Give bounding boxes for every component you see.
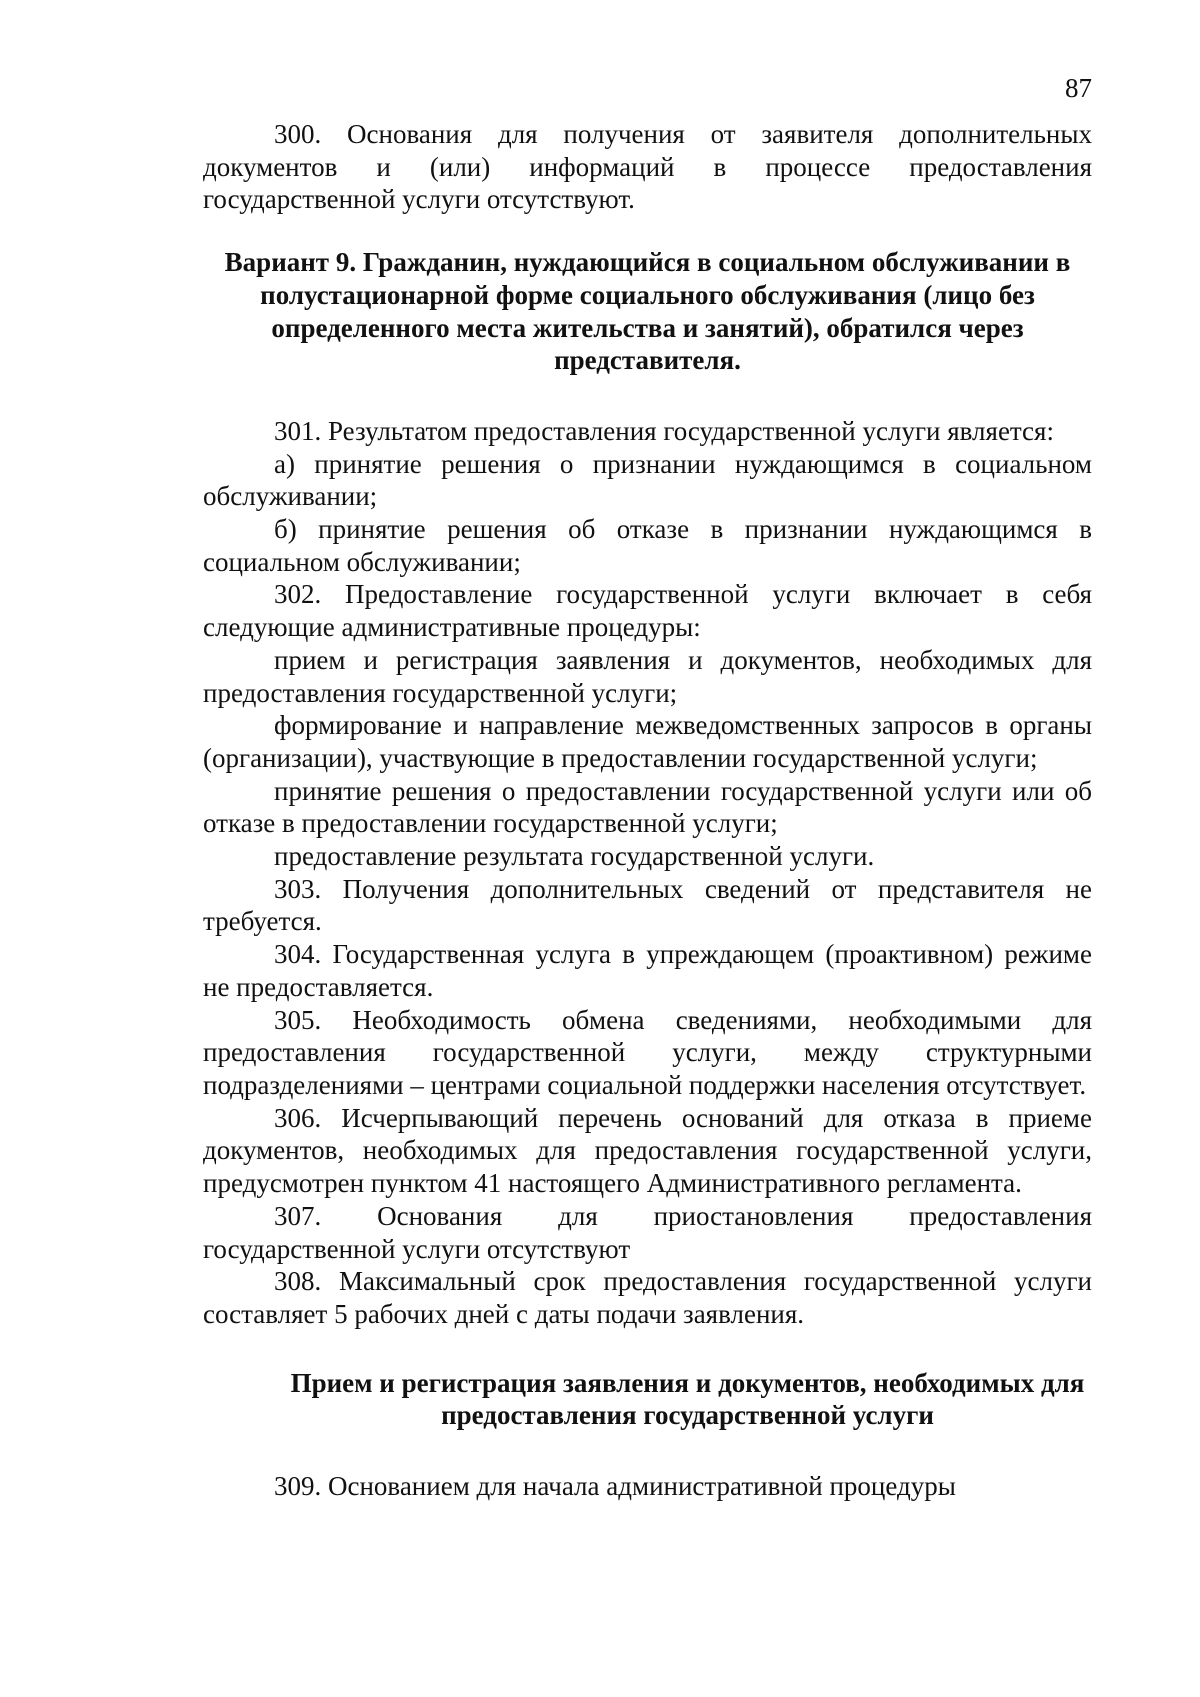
paragraph-301-a: а) принятие решения о признании нуждающимся в социальном обслуживании;	[203, 448, 1092, 512]
paragraph-302: 302. Предоставление государственной услуги включает в себя следующие административные процедуры:	[203, 579, 1092, 643]
section-variant-body	[203, 415, 1092, 1331]
section-top	[203, 118, 1092, 216]
paragraph-309: 309. Основанием для начала административной процедуры	[274, 1471, 956, 1502]
paragraph-302-item-1: прием и регистрация заявления и документов, необходимых для предоставления государственной услуги;	[203, 644, 1092, 708]
paragraph-308: 308. Максимальный срок предоставления государственной услуги составляет 5 рабочих дней с даты подачи заявления.	[203, 1266, 1092, 1329]
paragraph-301: 301. Результатом предоставления государственной услуги является:	[274, 415, 1054, 446]
paragraph-302-item-2: формирование и направление межведомственных запросов в органы (организации), участвующие в предоставлении государственной услуги;	[203, 710, 1092, 773]
paragraph-307: 307. Основания для приостановления предоставления государственной услуги отсутствуют	[203, 1200, 1092, 1264]
section-procedure-body	[203, 1470, 1092, 1503]
paragraph-301-b: б) принятие решения об отказе в признании нуждающимся в социальном обслуживании;	[203, 514, 1092, 577]
variant-heading: Вариант 9. Гражданин, нуждающийся в социальном обслуживании в полустационарной форме социального обслуживания (лицо без определенного места жительства и занятий), обратился через представителя.	[224, 247, 1071, 376]
paragraph-306: 306. Исчерпывающий перечень оснований для отказа в приеме документов, необходимых для предоставления государственной услуги, предусмотрен пунктом 41 настоящего Административного регламента.	[203, 1102, 1092, 1199]
page-number: 87	[1065, 73, 1092, 103]
procedure-heading: Прием и регистрация заявления и документов, необходимых для предоставления государственной услуги	[290, 1367, 1085, 1431]
paragraph-302-item-4: предоставление результата государственной услуги.	[274, 841, 875, 872]
paragraph-304: 304. Государственная услуга в упреждающем (проактивном) режиме не предоставляется.	[203, 939, 1092, 1002]
paragraph-300: 300. Основания для получения от заявителя дополнительных документов и (или) информаций в процессе предоставления государственной услуги отсутствуют.	[203, 119, 1092, 215]
paragraph-303: 303. Получения дополнительных сведений от представителя не требуется.	[203, 873, 1092, 937]
paragraph-302-item-3: принятие решения о предоставлении государственной услуги или об отказе в предоставлении государственной услуги;	[203, 775, 1092, 839]
document-page	[203, 60, 1092, 1503]
paragraph-305: 305. Необходимость обмена сведениями, необходимыми для предоставления государственной услуги, между структурными подразделениями – центрами социальной поддержки населения отсутствует.	[203, 1004, 1092, 1100]
